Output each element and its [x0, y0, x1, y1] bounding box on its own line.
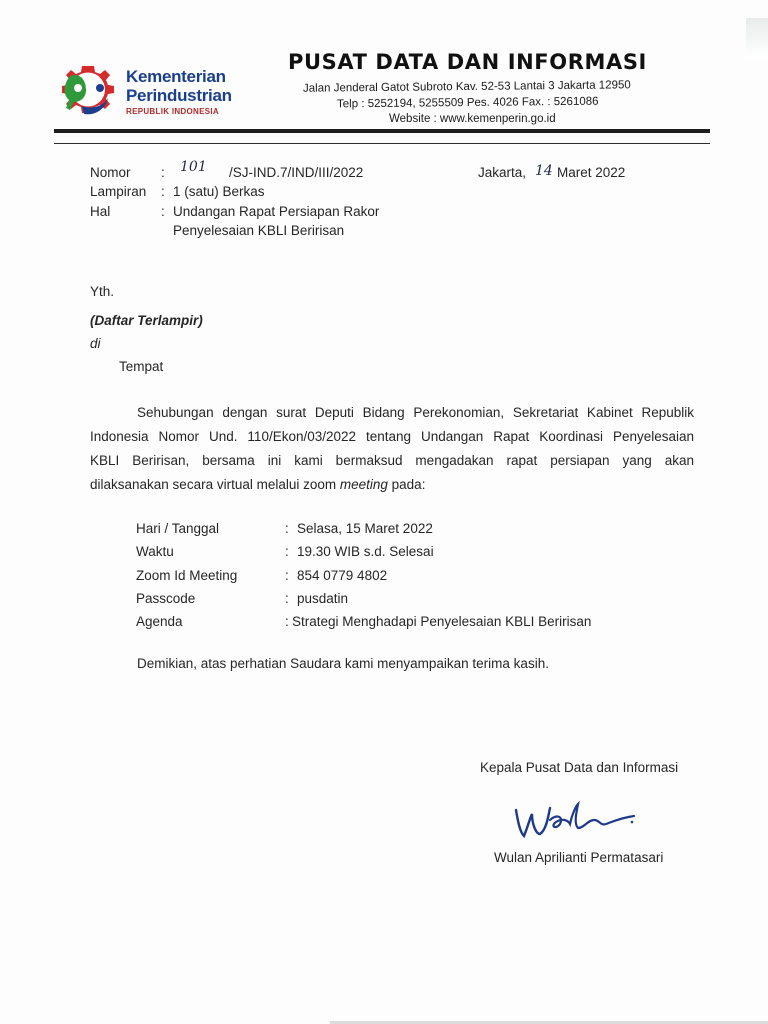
detail-label: Agenda — [136, 614, 183, 629]
date-handwritten: 14 — [535, 163, 553, 179]
letterhead-rule-thick — [54, 129, 710, 133]
org-name-line2: Perindustrian — [126, 86, 232, 105]
nomor-value: /SJ-IND.7/IND/III/2022 — [229, 165, 364, 180]
detail-value: 854 0779 4802 — [297, 568, 388, 583]
detail-label: Waktu — [136, 544, 174, 559]
org-country: REPUBLIK INDONESIA — [126, 107, 219, 116]
signatory-position: Kepala Pusat Data dan Informasi — [480, 760, 679, 775]
signatory-name: Wulan Aprilianti Permatasari — [494, 850, 664, 865]
letterhead-website: Website : www.kemenperin.go.id — [389, 113, 556, 125]
nomor-colon: : — [161, 165, 165, 180]
letterhead-address: Jalan Jenderal Gatot Subroto Kav. 52-53 Lantai 3 Jakarta 12950 — [302, 79, 631, 95]
recipient-di: di — [90, 336, 101, 351]
letter-place: Jakarta, — [478, 165, 527, 180]
detail-value: Selasa, 15 Maret 2022 — [297, 521, 433, 536]
letter-month-year: Maret 2022 — [557, 165, 626, 180]
body-line-4-italic: meeting — [339, 477, 388, 492]
detail-label: Zoom Id Meeting — [136, 568, 238, 583]
body-line-1: Sehubungan dengan surat Deputi Bidang Perekonomian, Sekretariat Kabinet Republik — [137, 405, 694, 420]
hal-value-line1: Undangan Rapat Persiapan Rakor — [173, 204, 380, 219]
nomor-label: Nomor — [90, 165, 131, 180]
letterhead-rule-thin — [54, 143, 710, 144]
hal-label: Hal — [90, 204, 111, 219]
scan-edge-mark — [746, 18, 768, 58]
nomor-handwritten: 101 — [180, 159, 207, 175]
detail-colon: : — [285, 521, 289, 536]
hal-value-line2: Penyelesaian KBLI Beririsan — [173, 223, 345, 238]
body-line-2: Indonesia Nomor Und. 110/Ekon/03/2022 tentang Undangan Rapat Koordinasi Penyelesaian — [90, 429, 694, 444]
letterhead-title: PUSAT DATA DAN INFORMASI — [288, 50, 647, 74]
closing-text: Demikian, atas perhatian Saudara kami menyampaikan terima kasih. — [137, 656, 549, 671]
hal-colon: : — [161, 204, 165, 219]
detail-label: Hari / Tanggal — [136, 521, 220, 536]
detail-value: 19.30 WIB s.d. Selesai — [297, 544, 434, 559]
handwritten-signature-icon — [510, 796, 650, 844]
recipient-list: (Daftar Terlampir) — [90, 313, 203, 328]
detail-colon: : — [285, 591, 289, 606]
letterhead-phone: Telp : 5252194, 5255509 Pes. 4026 Fax. : 5261086 — [336, 95, 599, 111]
org-name-line1: Kementerian — [126, 67, 226, 86]
detail-colon: : — [285, 614, 289, 629]
detail-colon: : — [285, 568, 289, 583]
org-name-block — [126, 68, 232, 116]
detail-value: Strategi Menghadapi Penyelesaian KBLI Beririsan — [292, 614, 592, 629]
lampiran-value: 1 (satu) Berkas — [173, 184, 265, 199]
lampiran-label: Lampiran — [90, 184, 147, 199]
detail-value: pusdatin — [297, 591, 349, 606]
kemenperin-logo-icon — [56, 62, 120, 122]
body-line-3: KBLI Beririsan, bersama ini kami bermaksud mengadakan rapat persiapan yang akan — [90, 453, 694, 468]
recipient-tempat: Tempat — [119, 359, 164, 374]
body-line-4-post: pada: — [387, 477, 426, 492]
detail-colon: : — [285, 544, 289, 559]
lampiran-colon: : — [161, 184, 165, 199]
body-line-4-pre: dilaksanakan secara virtual melalui zoom — [90, 477, 340, 492]
recipient-yth: Yth. — [90, 284, 115, 299]
body-line-4 — [90, 477, 425, 492]
detail-label: Passcode — [136, 591, 196, 606]
